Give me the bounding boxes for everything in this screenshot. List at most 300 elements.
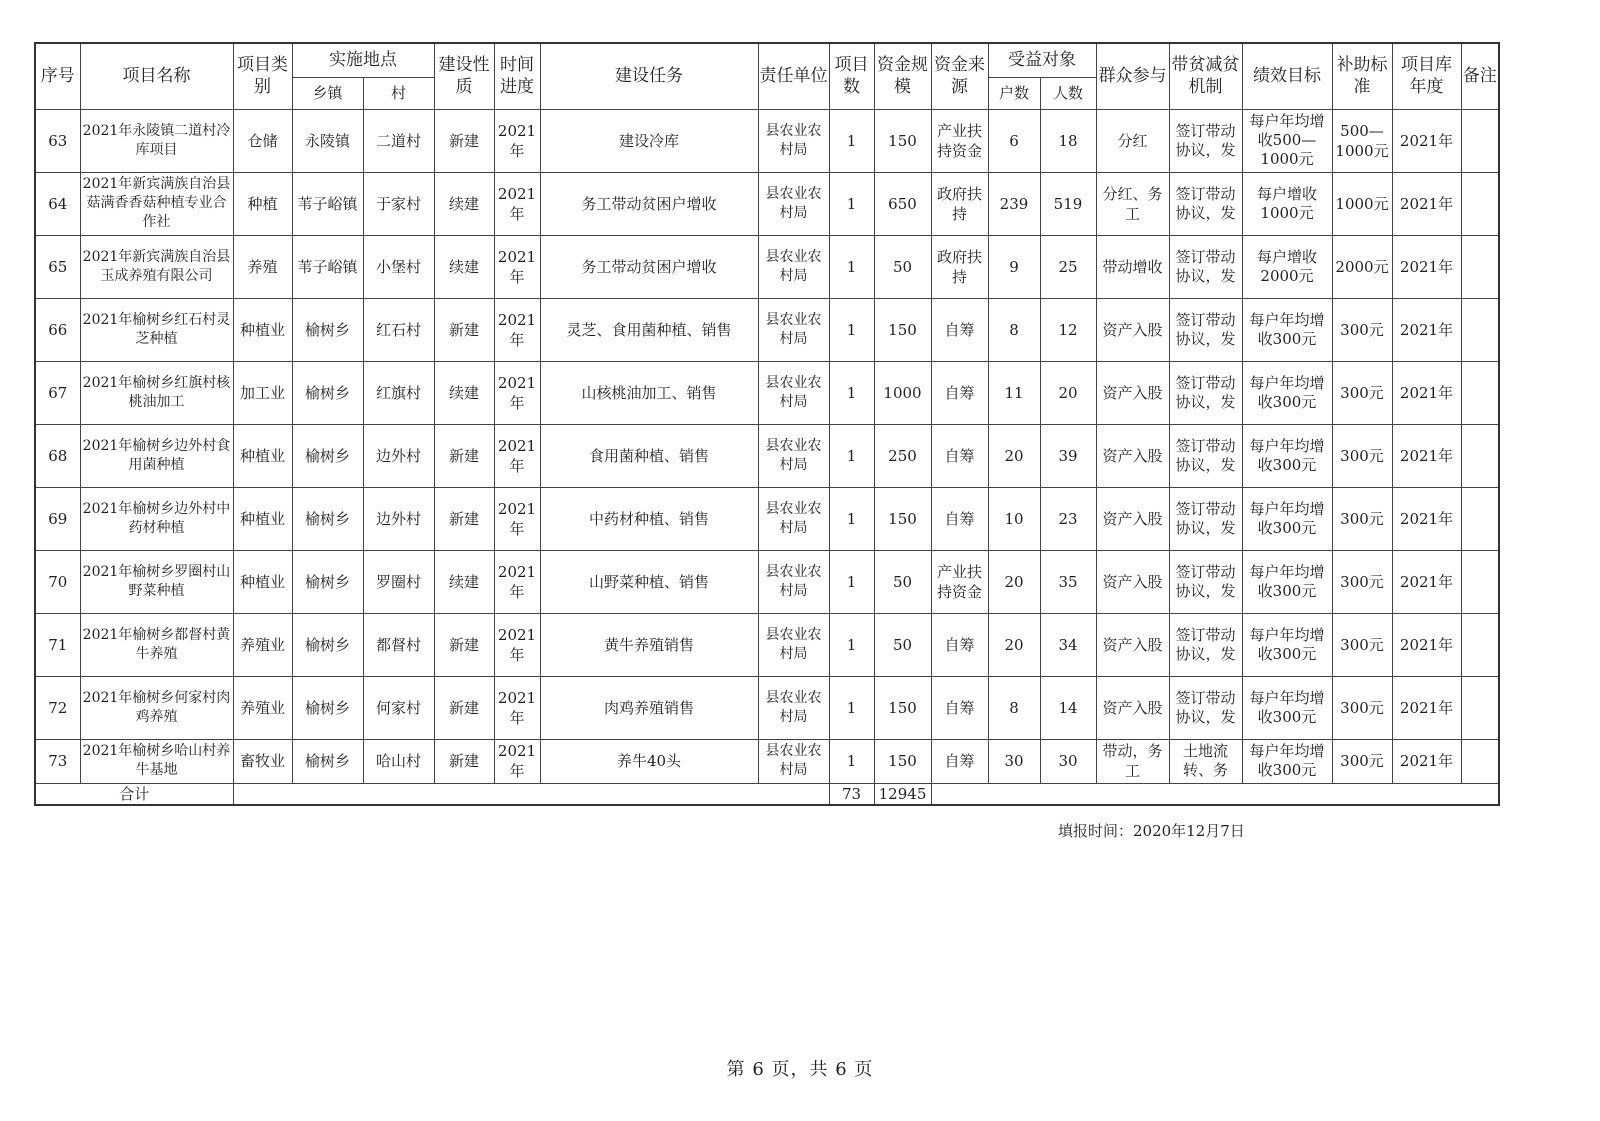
cell-households [988,298,1040,361]
table-row [35,487,1499,550]
cell-town [292,739,363,783]
cell-project-name-text: 2021年榆树乡罗圈村山野菜种植 [82,563,231,599]
cell-unit-text: 县农业农村局 [765,743,822,778]
cell-count-text: 1 [846,383,857,402]
cell-task [540,676,758,739]
header-mechanism: 带贫减贫机制 [1169,43,1242,109]
project-table [34,42,1500,806]
cell-unit [758,487,829,550]
cell-task [540,613,758,676]
cell-village [363,487,434,550]
cell-category [233,676,292,739]
cell-task [540,172,758,235]
cell-target [1242,235,1332,298]
cell-fund-source-text: 自筹 [944,383,975,402]
cell-schedule [494,739,540,783]
cell-category [233,361,292,424]
cell-subsidy-text: 2000元 [1335,257,1389,276]
cell-village [363,235,434,298]
cell-village-text: 于家村 [375,194,421,213]
cell-participation-text: 分红 [1117,131,1148,150]
cell-fund-source [931,613,988,676]
cell-households-text: 20 [1004,446,1024,465]
cell-people [1040,676,1096,739]
cell-category-text: 畜牧业 [239,752,285,770]
cell-village [363,424,434,487]
total-count: 73 [829,783,874,805]
cell-people-text: 18 [1058,131,1078,150]
cell-category [233,424,292,487]
cell-subsidy-text: 300元 [1340,572,1384,591]
cell-count [829,676,874,739]
cell-lib-year-text: 2021年 [1399,383,1454,402]
cell-mechanism-text: 土地流转、务 [1182,742,1228,779]
cell-task-text: 肉鸡养殖销售 [603,698,694,717]
cell-participation [1096,613,1169,676]
cell-unit-text: 县农业农村局 [765,311,822,347]
cell-fund-scale-text: 650 [888,194,917,213]
cell-town [292,361,363,424]
cell-mechanism [1169,298,1242,361]
cell-lib-year-text: 2021年 [1399,131,1454,150]
cell-mechanism [1169,487,1242,550]
cell-people [1040,487,1096,550]
cell-households-text: 239 [999,194,1029,213]
cell-fund-source [931,739,988,783]
cell-subsidy [1332,487,1392,550]
header-fund-scale: 资金规模 [874,43,931,109]
cell-category-text: 种植 [247,194,278,213]
cell-nature-text: 续建 [448,572,479,591]
header-seq: 序号 [35,43,80,109]
cell-lib-year [1392,361,1461,424]
cell-unit-text: 县农业农村局 [765,626,822,662]
cell-schedule-text: 2021年 [497,742,537,780]
cell-nature [434,487,494,550]
cell-participation [1096,298,1169,361]
cell-lib-year [1392,613,1461,676]
cell-unit [758,739,829,783]
cell-seq-text: 73 [48,752,68,770]
cell-town-text: 永陵镇 [304,131,350,150]
cell-task-text: 务工带动贫困户增收 [581,194,717,213]
cell-subsidy-text: 300元 [1340,383,1384,402]
cell-nature-text: 新建 [448,752,479,770]
cell-town [292,109,363,172]
cell-category-text: 加工业 [239,383,285,402]
cell-lib-year [1392,676,1461,739]
cell-seq [35,550,80,613]
cell-town-text: 榆树乡 [304,320,350,339]
cell-task [540,361,758,424]
cell-target-text: 每户增收1000元 [1256,184,1317,222]
cell-target [1242,172,1332,235]
cell-mechanism [1169,172,1242,235]
cell-town [292,550,363,613]
cell-fund-scale [874,298,931,361]
cell-mechanism-text: 签订带动协议，发 [1175,688,1236,726]
cell-fund-source-text: 自筹 [944,698,975,717]
cell-schedule [494,424,540,487]
cell-fund-scale [874,487,931,550]
cell-unit [758,109,829,172]
cell-remark [1461,424,1499,487]
cell-task [540,424,758,487]
cell-seq [35,235,80,298]
cell-target [1242,298,1332,361]
cell-people-text: 25 [1058,257,1078,276]
cell-lib-year [1392,424,1461,487]
cell-households [988,676,1040,739]
cell-fund-source [931,487,988,550]
cell-lib-year [1392,487,1461,550]
cell-count-text: 1 [846,752,857,770]
cell-target-text: 每户年均增收300元 [1249,373,1325,411]
header-village: 村 [363,77,434,109]
cell-nature [434,298,494,361]
cell-town-text: 榆树乡 [304,383,350,402]
header-subsidy: 补助标准 [1332,43,1392,109]
cell-nature-text: 新建 [448,698,479,717]
total-label: 合计 [35,783,233,805]
cell-nature-text: 续建 [448,383,479,402]
cell-seq-text: 72 [48,698,68,717]
cell-people-text: 35 [1058,572,1078,591]
cell-count [829,487,874,550]
cell-target [1242,487,1332,550]
cell-mechanism-text: 签订带动协议，发 [1175,499,1236,537]
header-unit: 责任单位 [758,43,829,109]
cell-remark [1461,487,1499,550]
cell-unit [758,361,829,424]
cell-households-text: 30 [1004,752,1024,770]
cell-subsidy [1332,739,1392,783]
cell-target-text: 每户年均增收500—1000元 [1249,112,1325,168]
cell-project-name [80,676,233,739]
cell-count [829,298,874,361]
cell-unit-text: 县农业农村局 [765,437,822,473]
table-row [35,550,1499,613]
cell-village-text: 红石村 [375,320,421,339]
cell-category [233,550,292,613]
cell-people [1040,739,1096,783]
cell-participation [1096,109,1169,172]
cell-task-text: 食用菌种植、销售 [588,446,709,465]
cell-count-text: 1 [846,509,857,528]
cell-people [1040,550,1096,613]
cell-fund-source [931,676,988,739]
cell-schedule-text: 2021年 [497,310,537,349]
cell-households-text: 10 [1004,509,1024,528]
cell-participation [1096,739,1169,783]
cell-count [829,739,874,783]
header-schedule: 时间进度 [494,43,540,109]
cell-participation-text: 资产入股 [1102,509,1163,528]
cell-fund-source-text: 自筹 [944,752,975,770]
table-row [35,235,1499,298]
cell-nature [434,235,494,298]
cell-town [292,172,363,235]
cell-households [988,235,1040,298]
cell-remark [1461,109,1499,172]
cell-people [1040,235,1096,298]
cell-subsidy-text: 300元 [1340,752,1384,770]
cell-nature-text: 续建 [448,194,479,213]
cell-count [829,424,874,487]
cell-unit-text: 县农业农村局 [765,122,822,158]
cell-unit-text: 县农业农村局 [765,248,822,284]
cell-target-text: 每户年均增收300元 [1249,625,1325,663]
cell-village-text: 罗圈村 [375,572,421,591]
cell-participation [1096,487,1169,550]
cell-people-text: 519 [1053,194,1083,213]
table-row [35,109,1499,172]
cell-project-name-text: 2021年榆树乡何家村肉鸡养殖 [82,689,231,725]
cell-people [1040,613,1096,676]
cell-fund-scale-text: 150 [888,752,917,770]
cell-category [233,172,292,235]
cell-fund-scale-text: 150 [888,698,917,717]
cell-people [1040,361,1096,424]
cell-fund-source-text: 自筹 [944,635,975,654]
cell-village [363,361,434,424]
cell-seq [35,613,80,676]
cell-nature [434,676,494,739]
header-target: 绩效目标 [1242,43,1332,109]
cell-mechanism-text: 签订带动协议，发 [1175,247,1236,285]
header-fund-source: 资金来源 [931,43,988,109]
cell-fund-source-text: 产业扶持资金 [936,562,982,601]
cell-fund-scale-text: 150 [888,131,917,150]
cell-remark [1461,235,1499,298]
cell-subsidy [1332,172,1392,235]
cell-remark [1461,739,1499,783]
cell-target [1242,361,1332,424]
cell-schedule [494,613,540,676]
total-empty [233,783,829,805]
cell-fund-source-text: 自筹 [944,446,975,465]
cell-target [1242,613,1332,676]
cell-households [988,361,1040,424]
cell-remark [1461,613,1499,676]
cell-project-name [80,487,233,550]
cell-nature-text: 新建 [448,635,479,654]
cell-seq-text: 66 [48,320,68,339]
cell-category [233,487,292,550]
cell-fund-source-text: 政府扶持 [936,184,982,223]
cell-subsidy [1332,550,1392,613]
cell-task-text: 建设冷库 [618,131,679,150]
cell-lib-year-text: 2021年 [1399,698,1454,717]
cell-unit [758,550,829,613]
cell-unit-text: 县农业农村局 [765,563,822,599]
total-row [35,783,1499,805]
header-participation: 群众参与 [1096,43,1169,109]
cell-mechanism [1169,361,1242,424]
cell-count [829,361,874,424]
cell-unit [758,613,829,676]
cell-town [292,676,363,739]
cell-schedule [494,298,540,361]
cell-count-text: 1 [846,446,857,465]
cell-project-name [80,613,233,676]
cell-target-text: 每户年均增收300元 [1249,310,1325,348]
cell-town-text: 苇子峪镇 [297,257,358,276]
cell-village-text: 小堡村 [375,257,421,276]
cell-households-text: 9 [1009,257,1019,276]
header-name: 项目名称 [80,43,233,109]
cell-people-text: 39 [1058,446,1078,465]
cell-schedule-text: 2021年 [497,625,537,664]
cell-target-text: 每户年均增收300元 [1249,688,1325,726]
cell-fund-source [931,424,988,487]
table-row [35,361,1499,424]
table-row [35,172,1499,235]
cell-lib-year-text: 2021年 [1399,635,1454,654]
cell-nature-text: 新建 [448,131,479,150]
table-row [35,739,1499,783]
cell-schedule-text: 2021年 [497,688,537,727]
cell-fund-source [931,550,988,613]
header-people: 人数 [1040,77,1096,109]
cell-project-name [80,172,233,235]
cell-schedule-text: 2021年 [497,436,537,475]
cell-mechanism-text: 签订带动协议，发 [1175,373,1236,411]
cell-count [829,235,874,298]
cell-project-name-text: 2021年榆树乡边外村食用菌种植 [82,437,231,473]
cell-task-text: 黄牛养殖销售 [603,635,694,654]
cell-village-text: 哈山村 [375,752,421,770]
cell-task [540,550,758,613]
cell-task-text: 山核桃油加工、销售 [581,383,717,402]
cell-households [988,424,1040,487]
cell-village [363,613,434,676]
cell-people-text: 12 [1058,320,1078,339]
cell-subsidy-text: 500—1000元 [1335,121,1389,160]
header-location: 实施地点 [292,43,434,77]
cell-village [363,550,434,613]
cell-seq [35,172,80,235]
cell-households [988,487,1040,550]
cell-village-text: 红旗村 [375,383,421,402]
header-category: 项目类别 [233,43,292,109]
cell-nature [434,424,494,487]
cell-fund-scale [874,550,931,613]
cell-project-name [80,109,233,172]
cell-lib-year-text: 2021年 [1399,509,1454,528]
cell-unit [758,172,829,235]
cell-mechanism [1169,235,1242,298]
cell-fund-source-text: 产业扶持资金 [936,121,982,160]
cell-seq [35,739,80,783]
cell-households-text: 20 [1004,572,1024,591]
cell-subsidy [1332,613,1392,676]
cell-mechanism-text: 签订带动协议，发 [1175,436,1236,474]
cell-category [233,613,292,676]
cell-remark [1461,298,1499,361]
cell-category-text: 仓储 [247,131,278,150]
cell-schedule-text: 2021年 [497,121,537,160]
cell-fund-source-text: 自筹 [944,320,975,339]
cell-fund-scale-text: 50 [892,572,913,591]
cell-category-text: 种植业 [239,509,285,528]
cell-category [233,109,292,172]
cell-category-text: 种植业 [239,572,285,591]
cell-subsidy-text: 300元 [1340,446,1384,465]
cell-village [363,109,434,172]
cell-unit [758,235,829,298]
cell-fund-source [931,298,988,361]
cell-mechanism [1169,109,1242,172]
cell-people [1040,109,1096,172]
cell-mechanism [1169,613,1242,676]
cell-village [363,739,434,783]
cell-people [1040,298,1096,361]
cell-people-text: 23 [1058,509,1078,528]
cell-project-name-text: 2021年榆树乡哈山村养牛基地 [82,743,231,778]
cell-target [1242,550,1332,613]
cell-category-text: 种植业 [239,320,285,339]
cell-participation-text: 资产入股 [1102,698,1163,717]
cell-lib-year-text: 2021年 [1399,320,1454,339]
cell-category-text: 养殖业 [239,698,285,717]
cell-participation [1096,172,1169,235]
cell-nature [434,361,494,424]
cell-town-text: 榆树乡 [304,752,350,770]
cell-subsidy [1332,109,1392,172]
cell-households-text: 20 [1004,635,1024,654]
cell-project-name [80,550,233,613]
cell-seq-text: 63 [48,131,68,150]
cell-seq-text: 68 [48,446,68,465]
cell-seq-text: 67 [48,383,68,402]
cell-project-name-text: 2021年榆树乡红旗村核桃油加工 [82,374,231,410]
cell-category [233,298,292,361]
cell-people [1040,172,1096,235]
cell-lib-year-text: 2021年 [1399,752,1454,770]
cell-people [1040,424,1096,487]
cell-remark [1461,361,1499,424]
cell-village [363,298,434,361]
cell-count [829,550,874,613]
cell-seq [35,487,80,550]
table-row [35,613,1499,676]
cell-seq [35,676,80,739]
cell-town-text: 苇子峪镇 [297,194,358,213]
cell-subsidy [1332,235,1392,298]
cell-households [988,550,1040,613]
cell-count [829,172,874,235]
cell-target-text: 每户年均增收300元 [1249,499,1325,537]
cell-seq [35,109,80,172]
cell-schedule-text: 2021年 [497,562,537,601]
cell-nature [434,613,494,676]
cell-count-text: 1 [846,194,857,213]
cell-village-text: 都督村 [375,635,421,654]
cell-seq [35,298,80,361]
cell-village-text: 边外村 [375,509,421,528]
cell-count-text: 1 [846,320,857,339]
cell-village [363,172,434,235]
cell-unit [758,676,829,739]
cell-town [292,487,363,550]
cell-subsidy [1332,676,1392,739]
cell-seq-text: 65 [48,257,68,276]
cell-count-text: 1 [846,572,857,591]
cell-town [292,298,363,361]
cell-mechanism-text: 签订带动协议，发 [1175,625,1236,663]
cell-project-name-text: 2021年榆树乡都督村黄牛养殖 [82,626,231,662]
